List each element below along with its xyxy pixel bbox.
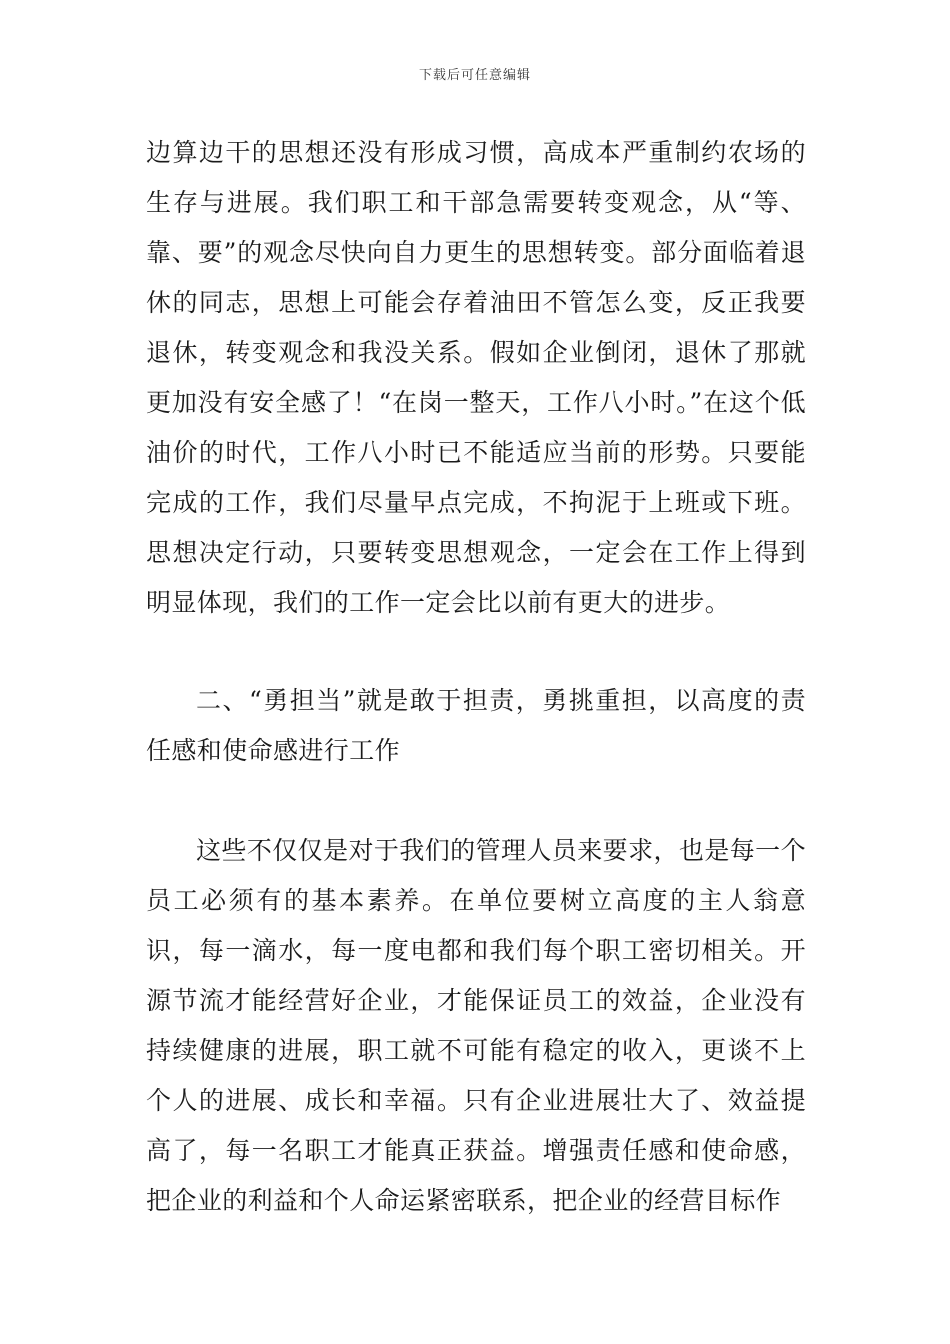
section-heading (146, 676, 806, 776)
paragraph-body (146, 826, 806, 1226)
paragraph-continuation (146, 128, 806, 628)
header-note: 下载后可任意编辑 (418, 68, 531, 83)
section-heading-text: 二、“勇担当”就是敢于担责，勇挑重担，以高度的责任感和使命感进行工作 (146, 686, 806, 765)
paragraph-text: 这些不仅仅是对于我们的管理人员来要求，也是每一个员工必须有的基本素养。在单位要树立高度的主人翁意识，每一滴水，每一度电都和我们每个职工密切相关。开源节流才能经营好企业，才能保证员工的效益，企业没有持续健康的进展，职工就不可能有稳定的收入，更谈不上个人的进展、成长和幸福。只有企业进展壮大了、效益提高了，每一名职工才能真正获益。增强责任感和使命感，把企业的利益和个人命运紧密联系，把企业的经营目标作 (146, 836, 806, 1215)
paragraph-text: 边算边干的思想还没有形成习惯，高成本严重制约农场的生存与进展。我们职工和干部急需要转变观念，从“等、靠、要”的观念尽快向自力更生的思想转变。部分面临着退休的同志，思想上可能会存着油田不管怎么变，反正我要退休，转变观念和我没关系。假如企业倒闭，退休了那就更加没有安全感了！“在岗一整天，工作八小时。”在这个低油价的时代，工作八小时已不能适应当前的形势。只要能完成的工作，我们尽量早点完成，不拘泥于上班或下班。思想决定行动，只要转变思想观念，一定会在工作上得到明显体现，我们的工作一定会比以前有更大的进步。 (146, 138, 806, 617)
